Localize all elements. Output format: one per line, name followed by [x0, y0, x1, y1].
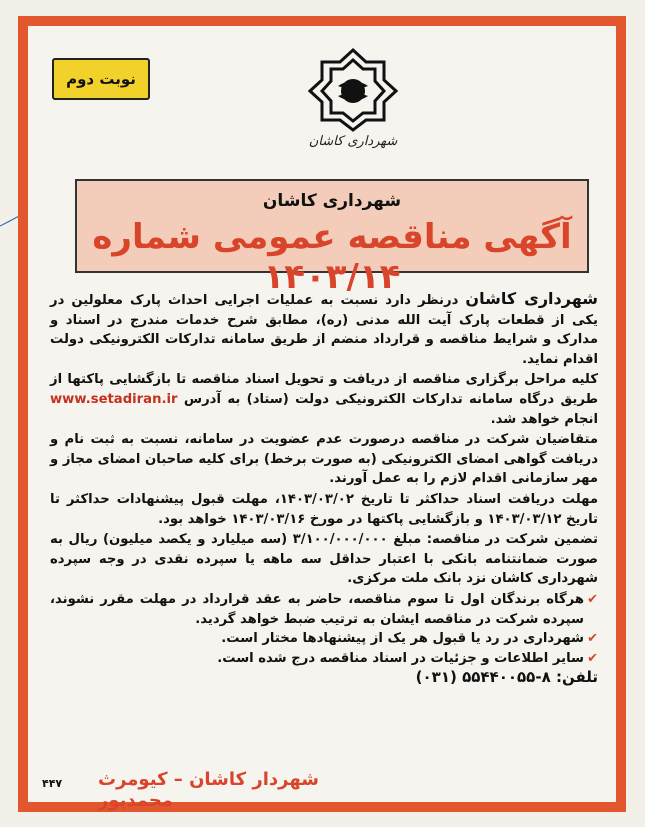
- list-item: [50, 590, 598, 629]
- list-item: [50, 649, 598, 669]
- ad-body: [50, 289, 598, 689]
- procedure-tail: انجام خواهد شد.: [490, 411, 598, 427]
- condition-text: سایر اطلاعات و جزئیات در اسناد مناقصه درج شده است.: [217, 650, 584, 666]
- signature-line: شهردار کاشان – کیومرث محمدپور: [98, 769, 319, 811]
- checkmark-icon: ✔: [587, 591, 598, 607]
- checkmark-icon: ✔: [587, 650, 598, 666]
- paragraph-deadlines: مهلت دریافت اسناد حداکثر تا تاریخ ۱۴۰۳/۰۳/۰۲، مهلت قبول پیشنهادات حداکثر تا تاریخ ۱۴۰۳/۰۳/۱۲ و بازگشایی پاکتها در مورخ ۱۴۰۳/۰۳/۱۶ خواهد بود.: [50, 491, 598, 527]
- ad-frame: [18, 16, 626, 812]
- guarantee-text: مبلغ ۳/۱۰۰/۰۰۰/۰۰۰ (سه میلیارد و یکصد میلیون) ریال به صورت ضمانتنامه بانکی با اعتبار حداقل سه ماهه یا سپرده نقدی در وجه سپرده شهرداری کاشان نزد بانک ملت مرکزی.: [50, 532, 598, 587]
- phone-number: تلفن: ۸-۵۵۴۴۰۰۵۵ (۰۳۱): [415, 668, 598, 687]
- intro-text: درنظر دارد نسبت به عملیات اجرایی احداث پارک معلولین در یکی از قطعات پارک آیت الله مدنی (ره)، مطابق شرح خدمات مندرج در اسناد و مدارک و شرایط مناقصه و قرارداد منضم از طریق سامانه تدارکات الکترونیکی دولت اقدام نماید.: [50, 293, 598, 367]
- paragraph-intro: [50, 289, 598, 369]
- condition-text: شهرداری در رد یا قبول هر یک از پیشنهادها مختار است.: [221, 631, 584, 647]
- paragraph-registration: متقاضیان شرکت در مناقصه درصورت عدم عضویت در سامانه، نسبت به ثبت نام و دریافت گواهی امضای الکترونیکی (به صورت برخط) برای کلیه صاحبان امضای مجاز و مهر سازمانی اقدام لازم را به عمل آورند.: [50, 432, 598, 487]
- org-name: شهرداری کاشان: [262, 191, 402, 211]
- ad-headline: آگهی مناقصه عمومی شماره ۱۴۰۳/۱۴: [92, 217, 572, 297]
- paragraph-procedure: [50, 370, 598, 429]
- ad-code: ۴۴۷: [42, 777, 63, 790]
- stage-badge: نوبت دوم: [52, 58, 150, 100]
- checkmark-icon: ✔: [587, 631, 598, 647]
- municipality-logo: [298, 46, 408, 166]
- conditions-list: [50, 590, 598, 668]
- org-name-inline: شهرداری کاشان: [465, 289, 598, 308]
- list-item: [50, 629, 598, 649]
- guarantee-label: تضمین شرکت در مناقصه:: [421, 532, 598, 548]
- ad-content: [38, 34, 606, 811]
- title-box: [75, 179, 589, 297]
- setad-link[interactable]: www.setadiran.ir: [50, 391, 178, 407]
- condition-text: هرگاه برندگان اول تا سوم مناقصه، حاضر به عقد قرارداد در مهلت مقرر نشوند، سپرده شرکت در مناقصه ایشان به ترتیب ضبط خواهد گردید.: [50, 591, 584, 627]
- logo-caption: شهرداری کاشان: [308, 134, 398, 149]
- logo-emblem-icon: [308, 46, 398, 132]
- procedure-text: کلیه مراحل برگزاری مناقصه از دریافت و تحویل اسناد مناقصه تا بازگشایی پاکتها از طریق درگاه سامانه تدارکات الکترونیکی دولت (ستاد) به آدرس: [50, 372, 598, 407]
- paragraph-guarantee: [50, 530, 598, 589]
